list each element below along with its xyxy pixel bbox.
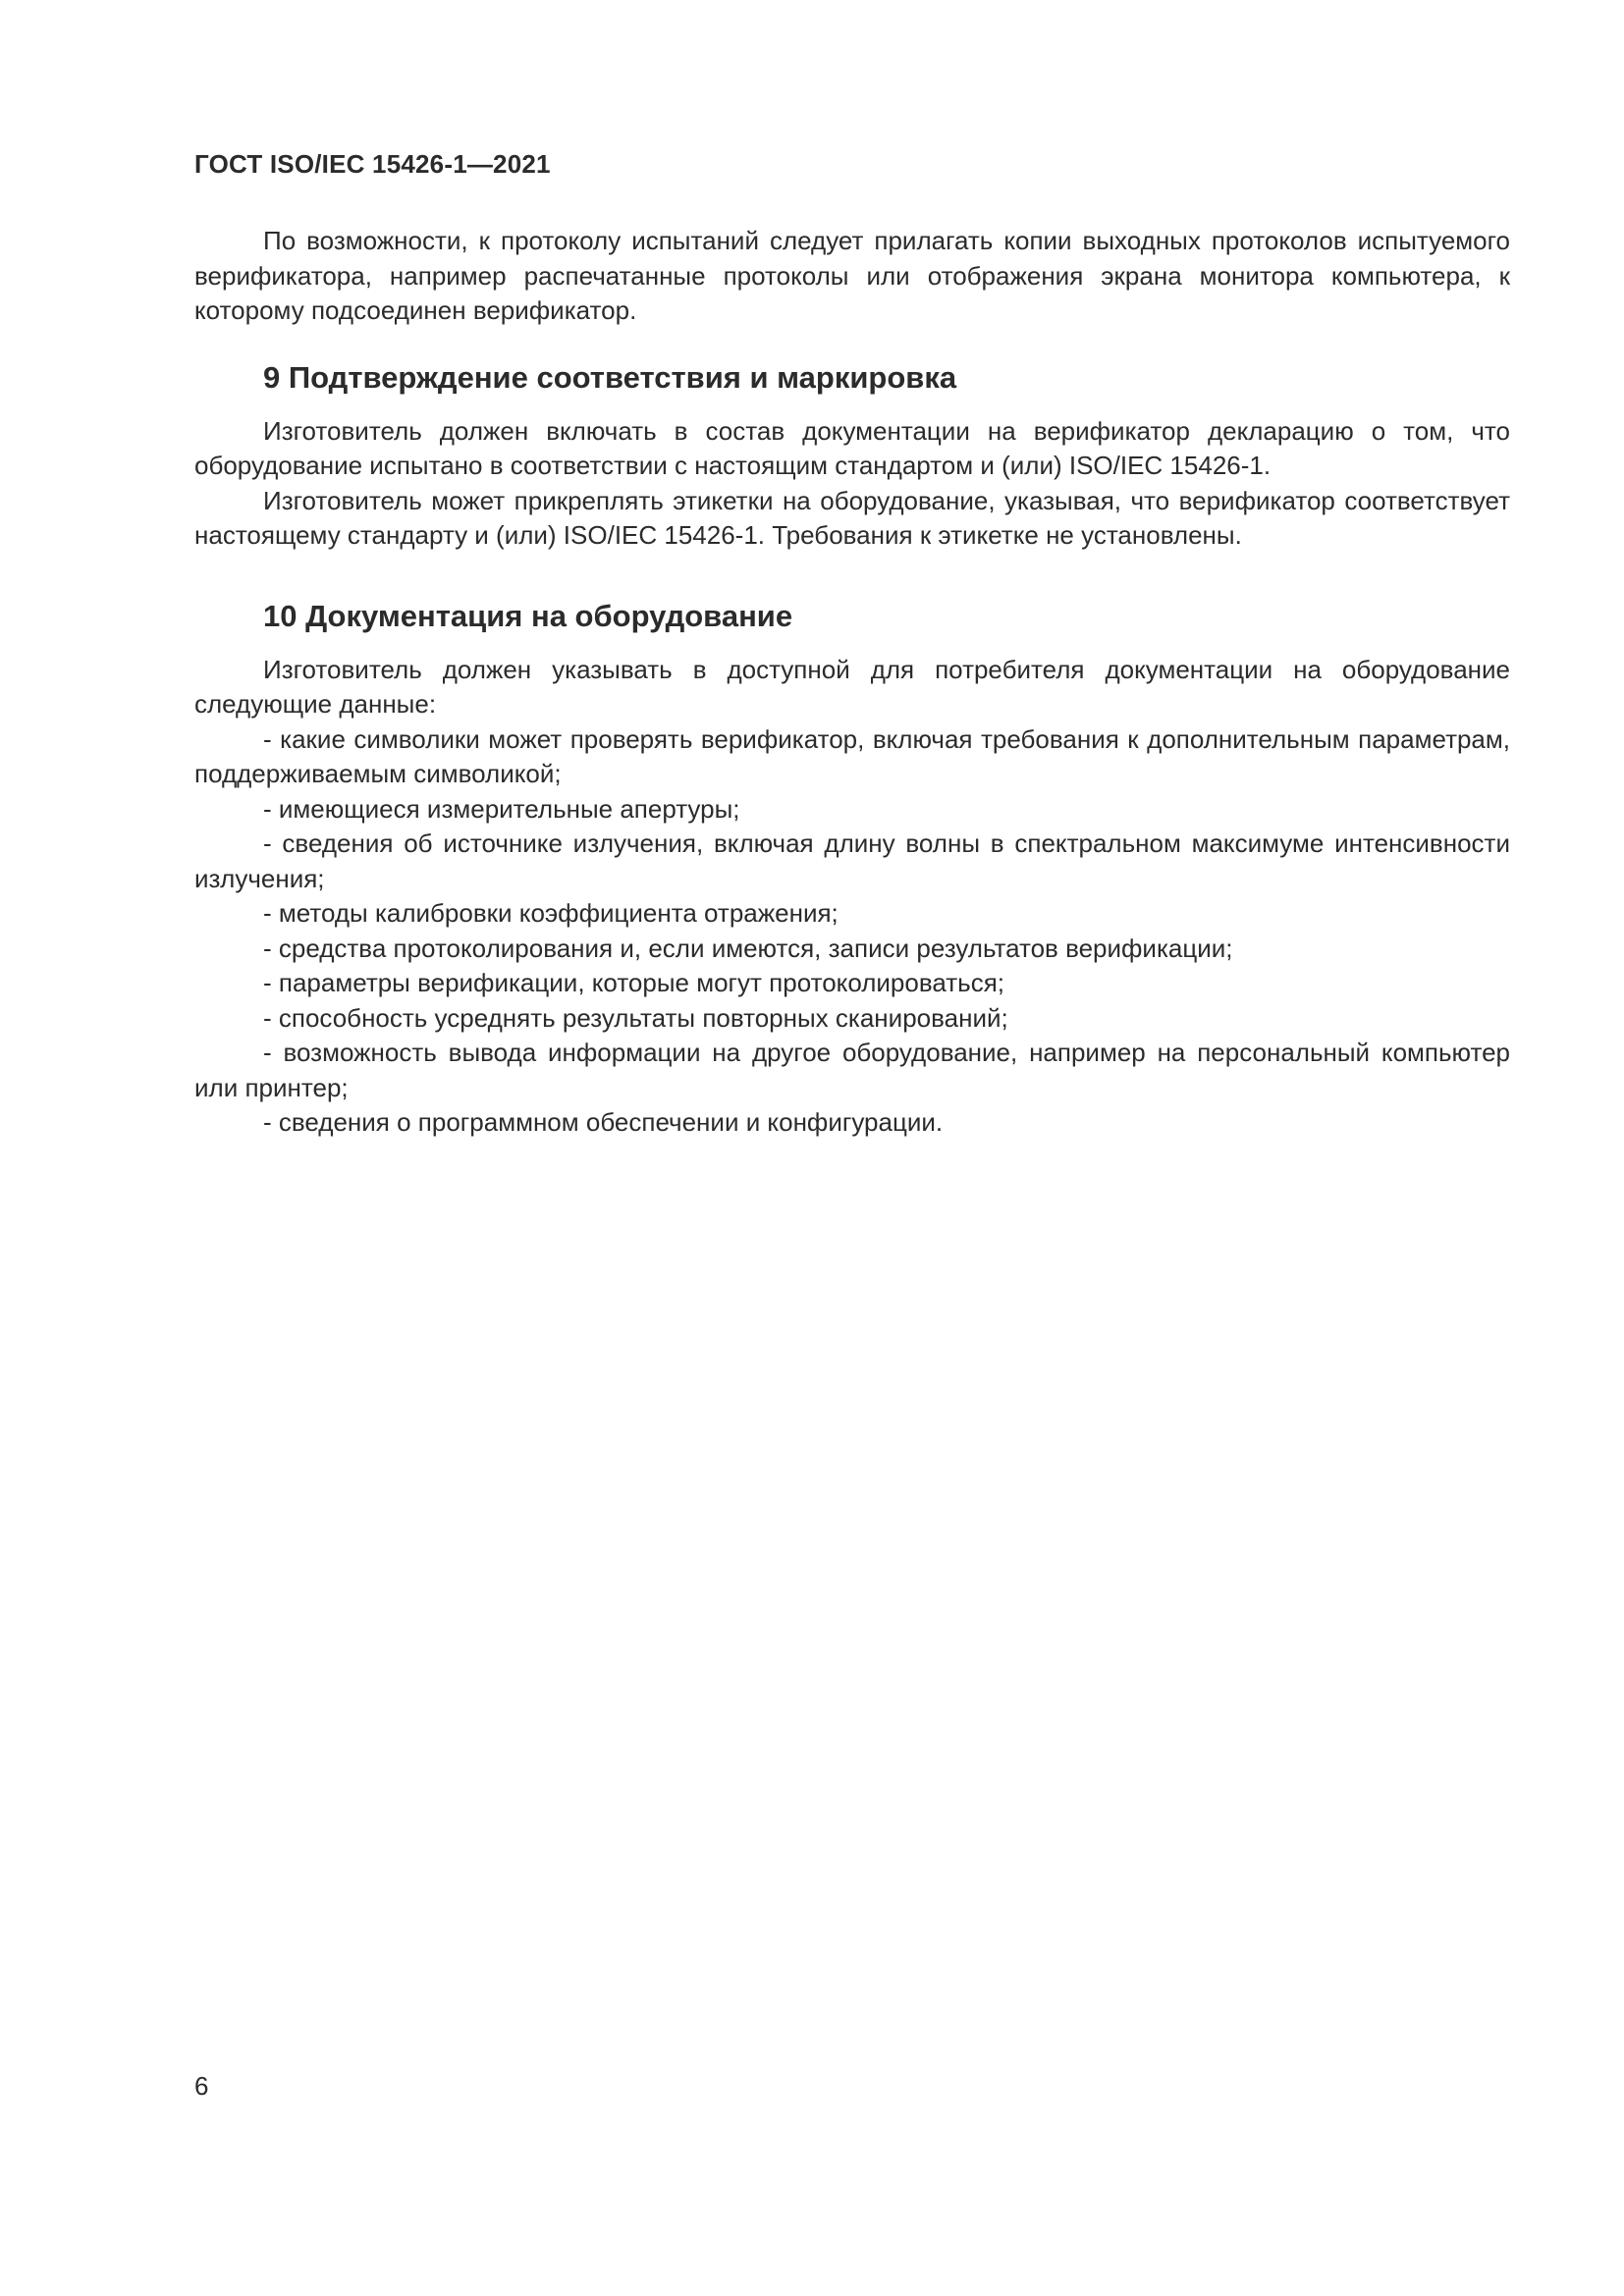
list-item: - имеющиеся измерительные апертуры; [263,793,740,824]
list-item: - способность усреднять результаты повторных сканирований; [263,1002,1008,1033]
section-9-paragraph-2: Изготовитель может прикреплять этикетки на оборудование, указывая, что верификатор соответствует настоящему стандарту и (или) ISO/IEC 15426-1. Требования к этикетке не установлены. [194,485,1510,550]
list-item: - сведения о программном обеспечении и конфигурации. [263,1107,944,1137]
list-item: - параметры верификации, которые могут протоколироваться; [263,968,1005,997]
section-10-intro: Изготовитель должен указывать в доступной для потребителя документации на оборудование следующие данные: [194,654,1510,719]
list-item: - какие символики может проверять верификатор, включая требования к дополнительным параметрам, поддерживаемым символикой; [194,723,1510,788]
section-9-paragraph-1: Изготовитель должен включать в состав документации на верификатор декларацию о том, что оборудование испытано в соответствии с настоящим стандартом и (или) ISO/IEC 15426-1. [194,415,1510,480]
section-10-heading: 10 Документация на оборудование [263,598,793,633]
section-9-heading: 9 Подтверждение соответствия и маркировка [263,359,957,395]
list-item: - средства протоколирования и, если имеются, записи результатов верификации; [263,933,1233,963]
list-item: - возможность вывода информации на другое оборудование, например на персональный компьютер или принтер; [194,1038,1510,1102]
list-item: - методы калибровки коэффициента отражения; [263,898,839,928]
document-body [194,224,1510,1141]
document-header: ГОСТ ISO/IEC 15426-1—2021 [194,149,551,179]
list-item: - сведения об источнике излучения, включая длину волны в спектральном максимуме интенсивности излучения; [194,828,1510,893]
page-number: 6 [194,2071,209,2101]
intro-paragraph: По возможности, к протоколу испытаний следует прилагать копии выходных протоколов испытуемого верификатора, например распечатанные протоколы или отображения экрана монитора компьютера, к которому подсоединен верификатор. [194,226,1510,325]
